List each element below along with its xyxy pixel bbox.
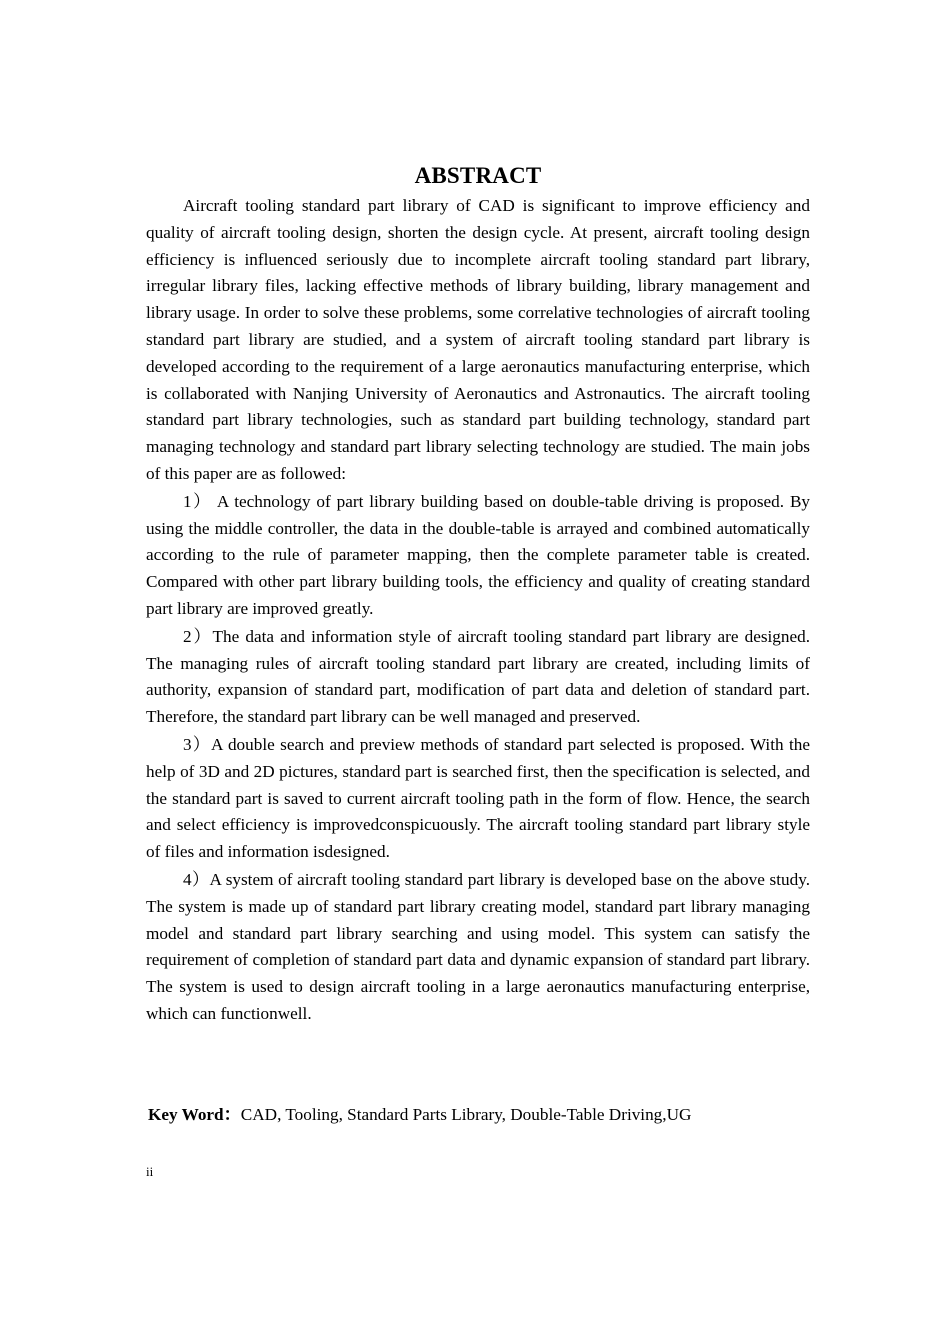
page-title: ABSTRACT xyxy=(414,163,542,188)
list-item: 4）A system of aircraft tooling standard part library is developed base on the above study. The system is made up of standard part library creating model, standard part library managing model and standard part library searching and using model. This system can satisfy the requirement of completion of standard part data and dynamic expansion of standard part library. The system is used to design aircraft tooling in a large aeronautics manufacturing enterprise, which can functionwell. xyxy=(146,869,810,1023)
list-item: 3）A double search and preview methods of standard part selected is proposed. With the help of 3D and 2D pictures, standard part is searched first, then the specification is selected, and the standard part is saved to current aircraft tooling path in the form of flow. Hence, the search and select efficiency is improvedconspicuously. The aircraft tooling standard part library style of files and information isdesigned. xyxy=(146,734,810,862)
list-item: 1） A technology of part library building based on double-table driving is proposed. By using the middle controller, the data in the double-table is arrayed and combined automatically according to the rule of parameter mapping, then the complete parameter table is created. Compared with other part library building tools, the efficiency and quality of creating standard part library are improved greatly. xyxy=(146,491,810,618)
abstract-body xyxy=(146,160,810,1028)
keywords xyxy=(148,1102,691,1128)
keywords-value: CAD, Tooling, Standard Parts Library, Double-Table Driving,UG xyxy=(240,1105,692,1124)
page-number: ii xyxy=(146,1164,154,1179)
keywords-label: Key Word： xyxy=(148,1105,241,1124)
intro-paragraph: Aircraft tooling standard part library of CAD is significant to improve efficiency and quality of aircraft tooling design, shorten the design cycle. At present, aircraft tooling design efficiency is influenced seriously due to incomplete aircraft tooling standard part library, irregular library files, lacking effective methods of library building, library management and library usage. In order to solve these problems, some correlative technologies of aircraft tooling standard part library are studied, and a system of aircraft tooling standard part library is developed according to the requirement of a large aeronautics manufacturing enterprise, which is collaborated with Nanjing University of Aeronautics and Astronautics. The aircraft tooling standard part library technologies, such as standard part building technology, standard part managing technology and standard part library selecting technology are studied. The main jobs of this paper are as followed: xyxy=(146,196,810,483)
list-item: 2）The data and information style of aircraft tooling standard part library are designed. The managing rules of aircraft tooling standard part library are created, including limits of authority, expansion of standard part, modification of part data and deletion of standard part. Therefore, the standard part library can be well managed and preserved. xyxy=(146,626,810,727)
